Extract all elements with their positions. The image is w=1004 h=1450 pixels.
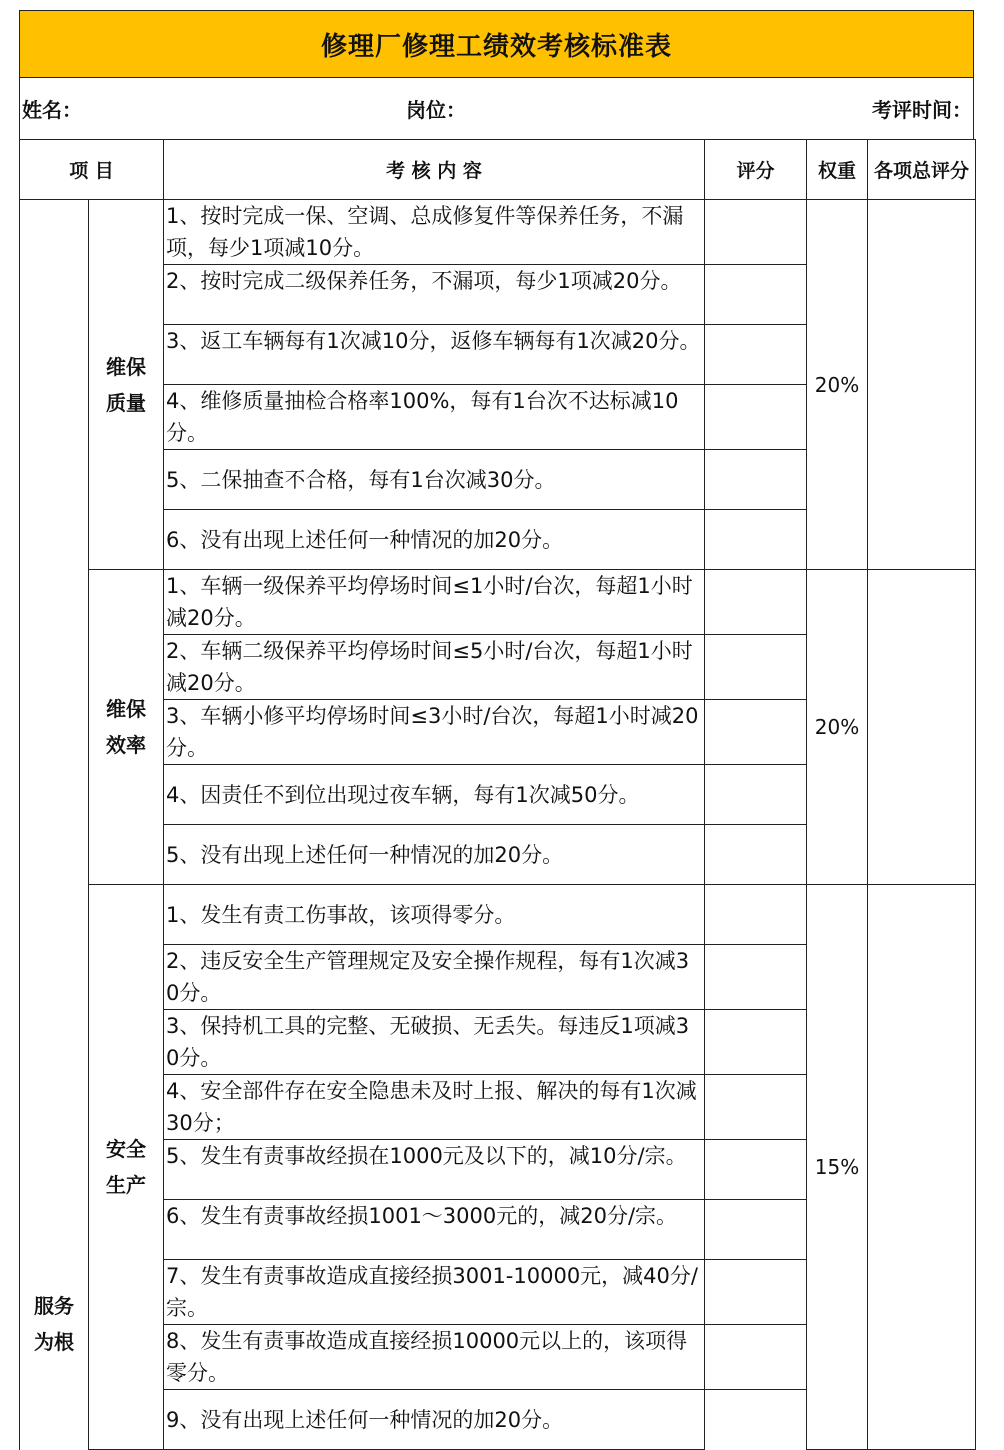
weight-cell: 20%: [807, 200, 868, 570]
weight-cell: 15%: [807, 885, 868, 1450]
criteria-text: 5、二保抽查不合格，每有1台次减30分。: [164, 450, 705, 510]
score-cell[interactable]: [705, 635, 807, 700]
criteria-text: 7、发生有责事故造成直接经损3001-10000元，减40分/宗。: [164, 1260, 705, 1325]
total-score-cell[interactable]: [868, 885, 976, 1450]
score-cell[interactable]: [705, 1010, 807, 1075]
assessment-table: [19, 139, 976, 1450]
section-name-line: 维保: [106, 697, 146, 721]
criteria-text: 1、发生有责工伤事故，该项得零分。: [164, 885, 705, 945]
header-row: [20, 140, 976, 200]
post-label: 岗位：: [406, 98, 466, 122]
header-content: 考 核 内 容: [164, 140, 705, 200]
total-score-cell[interactable]: [868, 200, 976, 570]
weight-cell: 20%: [807, 570, 868, 885]
criteria-text: 8、发生有责事故造成直接经损10000元以上的，该项得零分。: [164, 1325, 705, 1390]
score-cell[interactable]: [705, 825, 807, 885]
section-name-line: 安全: [106, 1137, 146, 1161]
score-cell[interactable]: [705, 1075, 807, 1140]
score-cell[interactable]: [705, 200, 807, 265]
criteria-text: 9、没有出现上述任何一种情况的加20分。: [164, 1390, 705, 1450]
info-line: [19, 78, 974, 139]
category-line: 服务: [34, 1293, 74, 1318]
criteria-text: 2、按时完成二级保养任务，不漏项，每少1项减20分。: [164, 265, 705, 325]
criteria-text: 4、维修质量抽检合格率100%，每有1台次不达标减10分。: [164, 385, 705, 450]
section-name-line: 效率: [106, 733, 146, 757]
table-row: [20, 885, 976, 945]
score-cell[interactable]: [705, 1200, 807, 1260]
criteria-text: 4、因责任不到位出现过夜车辆，每有1次减50分。: [164, 765, 705, 825]
criteria-text: 4、安全部件存在安全隐患未及时上报、解决的每有1次减30分；: [164, 1075, 705, 1140]
score-cell[interactable]: [705, 385, 807, 450]
evaluation-time-label: 考评时间：: [872, 98, 972, 122]
score-cell[interactable]: [705, 325, 807, 385]
form-title: 修理厂修理工绩效考核标准表: [19, 10, 974, 78]
score-cell[interactable]: [705, 570, 807, 635]
header-weight: 权重: [807, 140, 868, 200]
score-cell[interactable]: [705, 265, 807, 325]
table-row: [20, 570, 976, 635]
criteria-text: 5、发生有责事故经损在1000元及以下的，减10分/宗。: [164, 1140, 705, 1200]
criteria-text: 2、车辆二级保养平均停场时间≤5小时/台次，每超1小时减20分。: [164, 635, 705, 700]
category-line: 为根: [34, 1329, 74, 1354]
score-cell[interactable]: [705, 510, 807, 570]
criteria-text: 5、没有出现上述任何一种情况的加20分。: [164, 825, 705, 885]
total-score-cell[interactable]: [868, 570, 976, 885]
category-cell: [20, 200, 89, 1450]
header-total: 各项总评分: [868, 140, 976, 200]
score-cell[interactable]: [705, 885, 807, 945]
header-score: 评分: [705, 140, 807, 200]
score-cell[interactable]: [705, 1390, 807, 1450]
name-label: 姓名：: [22, 98, 82, 122]
score-cell[interactable]: [705, 945, 807, 1010]
score-cell[interactable]: [705, 1325, 807, 1390]
score-cell[interactable]: [705, 1260, 807, 1325]
criteria-text: 3、车辆小修平均停场时间≤3小时/台次，每超1小时减20分。: [164, 700, 705, 765]
header-item: 项 目: [20, 140, 164, 200]
score-cell[interactable]: [705, 700, 807, 765]
section-name-line: 生产: [106, 1173, 146, 1197]
section-name: [89, 570, 164, 885]
table-row: [20, 200, 976, 265]
criteria-text: 6、发生有责事故经损1001～3000元的，减20分/宗。: [164, 1200, 705, 1260]
section-name: [89, 885, 164, 1450]
section-name-line: 质量: [106, 390, 146, 415]
criteria-text: 6、没有出现上述任何一种情况的加20分。: [164, 510, 705, 570]
criteria-text: 1、车辆一级保养平均停场时间≤1小时/台次，每超1小时减20分。: [164, 570, 705, 635]
criteria-text: 3、保持机工具的完整、无破损、无丢失。每违反1项减30分。: [164, 1010, 705, 1075]
score-cell[interactable]: [705, 765, 807, 825]
section-name-line: 维保: [106, 354, 146, 379]
score-cell[interactable]: [705, 450, 807, 510]
criteria-text: 3、返工车辆每有1次减10分，返修车辆每有1次减20分。: [164, 325, 705, 385]
criteria-text: 2、违反安全生产管理规定及安全操作规程，每有1次减30分。: [164, 945, 705, 1010]
section-name: [89, 200, 164, 570]
score-cell[interactable]: [705, 1140, 807, 1200]
criteria-text: 1、按时完成一保、空调、总成修复件等保养任务，不漏项，每少1项减10分。: [164, 200, 705, 265]
